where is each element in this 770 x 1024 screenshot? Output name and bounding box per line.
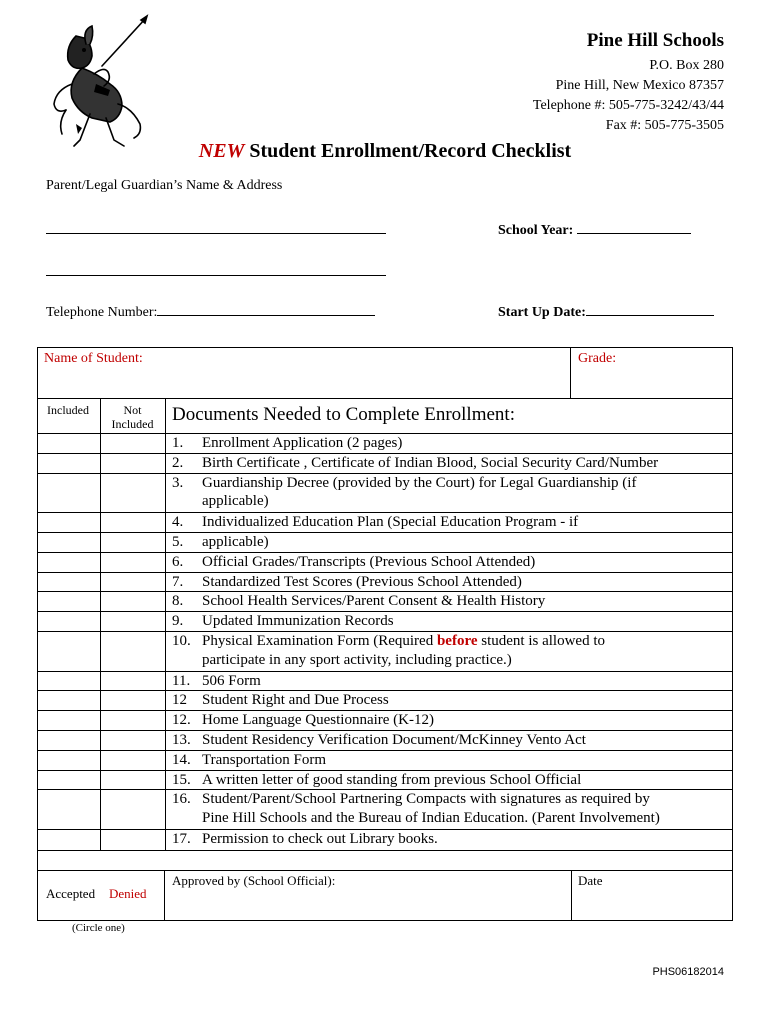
telephone-line[interactable] xyxy=(157,301,375,316)
student-row-divider xyxy=(37,398,733,399)
checkbox-row-line xyxy=(37,710,166,711)
checklist-item xyxy=(166,671,732,691)
checkbox-row-line xyxy=(37,552,166,553)
checkbox-row-line xyxy=(37,433,166,434)
checklist-item xyxy=(166,651,732,671)
checklist-item-number: 15. xyxy=(172,771,191,788)
page-title xyxy=(0,140,770,163)
date-col-divider xyxy=(571,870,572,921)
checkbox-row-line xyxy=(37,631,166,632)
included-header: Included xyxy=(47,403,89,417)
checklist-item-text: 506 Form xyxy=(202,672,261,689)
checklist-item-highlight: before xyxy=(436,632,478,649)
checklist-item-number: 1. xyxy=(172,435,184,451)
checklist-item-number: 12 xyxy=(172,692,187,709)
not-included-header-line1: Not xyxy=(123,403,142,417)
checklist-item-number: 16. xyxy=(172,791,191,808)
checklist-item xyxy=(166,512,732,532)
checklist-item xyxy=(166,789,732,809)
checklist-item-text: Transportation Form xyxy=(202,751,327,768)
checklist-item xyxy=(166,473,732,493)
items-bottom-divider xyxy=(37,850,733,851)
checklist-item xyxy=(166,492,732,512)
checkbox-row-line xyxy=(37,453,166,454)
documents-heading: Documents Needed to Complete Enrollment: xyxy=(172,404,515,425)
checkbox-row-line xyxy=(37,770,166,771)
checklist-item-text: Permission to check out Library books. xyxy=(202,830,438,847)
telephone-field xyxy=(46,301,375,321)
checklist-item xyxy=(166,572,732,592)
checklist-item-text: applicable) xyxy=(202,533,269,550)
warrior-on-horse-logo xyxy=(46,14,154,154)
checklist-item-text: Physical Examination Form (Required xyxy=(202,632,437,649)
checklist-item-number: 3. xyxy=(172,474,184,491)
checklist-item-text-after: student is allowed to xyxy=(477,632,606,649)
checklist-item-text: Updated Immunization Records xyxy=(202,613,394,630)
checklist-item-text: Student/Parent/School Partnering Compacts with signatures as required by xyxy=(202,791,650,808)
checklist-item-number: 14. xyxy=(172,751,191,768)
checklist-item xyxy=(166,710,732,730)
checklist-item xyxy=(166,829,732,849)
checkbox-row-line xyxy=(37,690,166,691)
checklist-item-number: 10. xyxy=(172,632,191,649)
grade-divider xyxy=(570,347,571,399)
student-name-label: Name of Student: xyxy=(44,351,143,366)
checklist-item xyxy=(166,750,732,770)
checklist-item-text: applicable) xyxy=(202,493,269,510)
approval-row-divider xyxy=(37,870,733,871)
checklist-item-text: Individualized Education Plan (Special Education Program - if xyxy=(202,514,579,531)
checklist-item xyxy=(166,770,732,790)
checklist-item-text: Home Language Questionnaire (K-12) xyxy=(202,712,435,729)
fax-number: Fax #: 505-775-3505 xyxy=(605,118,724,133)
school-name: Pine Hill Schools xyxy=(586,30,724,51)
table-border-right xyxy=(732,347,733,921)
checklist-item-number: 7. xyxy=(172,573,184,590)
checkbox-row-line xyxy=(37,512,166,513)
date-label: Date xyxy=(578,873,603,888)
checkbox-row-line xyxy=(37,730,166,731)
checklist-item xyxy=(166,611,732,631)
not-included-header xyxy=(100,403,165,431)
checklist-item-number: 17. xyxy=(172,830,191,847)
checklist-item-number: 6. xyxy=(172,553,184,570)
approved-by-label: Approved by (School Official): xyxy=(172,873,336,888)
checklist-item xyxy=(166,809,732,829)
checklist-item xyxy=(166,730,732,750)
checklist-item-number: 2. xyxy=(172,454,184,471)
table-border-bottom xyxy=(37,920,733,921)
school-year-label: School Year: xyxy=(498,223,577,238)
telephone-label: Telephone Number: xyxy=(46,305,158,320)
checklist-item-text: Student Right and Due Process xyxy=(202,692,389,709)
start-up-date-label: Start Up Date: xyxy=(498,305,586,320)
checklist-item-text: Enrollment Application (2 pages) xyxy=(202,435,403,451)
form-code: PHS06182014 xyxy=(652,966,724,978)
checklist-item xyxy=(166,631,732,651)
accepted-option[interactable]: Accepted xyxy=(46,886,96,901)
start-up-date-field xyxy=(498,301,714,321)
checklist-item-text: School Health Services/Parent Consent & Health History xyxy=(202,593,546,610)
checklist-item-number: 8. xyxy=(172,593,184,610)
checklist-item-number: 12. xyxy=(172,712,191,729)
checklist-item-text: A written letter of good standing from previous School Official xyxy=(202,771,582,788)
checklist-item xyxy=(166,690,732,710)
checklist-item xyxy=(166,453,732,473)
start-up-date-line[interactable] xyxy=(586,301,714,316)
checkbox-row-line xyxy=(37,789,166,790)
checklist-items xyxy=(166,433,732,849)
checklist-item-text: participate in any sport activity, including practice.) xyxy=(202,651,512,668)
checklist-item xyxy=(166,532,732,552)
checkbox-row-line xyxy=(37,611,166,612)
checkbox-row-line xyxy=(37,591,166,592)
circle-one-note: (Circle one) xyxy=(72,922,125,934)
city-state-zip: Pine Hill, New Mexico 87357 xyxy=(555,78,724,93)
checklist-item-text: Birth Certificate , Certificate of Indian Blood, Social Security Card/Number xyxy=(202,454,659,471)
checklist-item-text: Guardianship Decree (provided by the Court) for Legal Guardianship (if xyxy=(202,474,637,491)
not-included-header-line2: Included xyxy=(111,417,154,431)
included-col-divider xyxy=(100,398,101,850)
checklist-item-text: Standardized Test Scores (Previous School Attended) xyxy=(202,573,522,590)
school-year-line[interactable] xyxy=(577,219,691,234)
checkbox-row-line xyxy=(37,572,166,573)
checkbox-row-line xyxy=(37,829,166,830)
checkbox-row-line xyxy=(37,532,166,533)
checklist-item xyxy=(166,552,732,572)
checklist-item-number: 4. xyxy=(172,514,184,531)
grade-label: Grade: xyxy=(578,351,617,366)
table-border-top xyxy=(37,347,733,348)
title-text: Student Enrollment/Record Checklist xyxy=(244,140,572,162)
checklist-item-text: Official Grades/Transcripts (Previous School Attended) xyxy=(202,553,536,570)
checklist-item xyxy=(166,591,732,611)
guardian-address-line[interactable] xyxy=(46,275,386,276)
checklist-item-text: Student Residency Verification Document/McKinney Vento Act xyxy=(202,731,586,748)
checklist-item-text: Pine Hill Schools and the Bureau of Indian Education. (Parent Involvement) xyxy=(202,810,660,827)
checkbox-row-line xyxy=(37,750,166,751)
school-year-field xyxy=(498,219,691,239)
guardian-name-line[interactable] xyxy=(46,233,386,234)
guardian-label: Parent/Legal Guardian’s Name & Address xyxy=(46,178,283,193)
po-box: P.O. Box 280 xyxy=(649,58,724,73)
checklist-item xyxy=(166,433,732,453)
telephone-number: Telephone #: 505-775-3242/43/44 xyxy=(532,98,724,113)
approval-col-divider xyxy=(164,870,165,921)
title-new: NEW xyxy=(198,140,245,162)
checkbox-row-line xyxy=(37,473,166,474)
checkbox-row-line xyxy=(37,671,166,672)
checklist-item-number: 11. xyxy=(172,672,191,689)
denied-option[interactable]: Denied xyxy=(109,886,147,901)
checklist-item-number: 5. xyxy=(172,533,184,550)
checklist-item-number: 13. xyxy=(172,731,191,748)
checklist-item-number: 9. xyxy=(172,613,184,630)
